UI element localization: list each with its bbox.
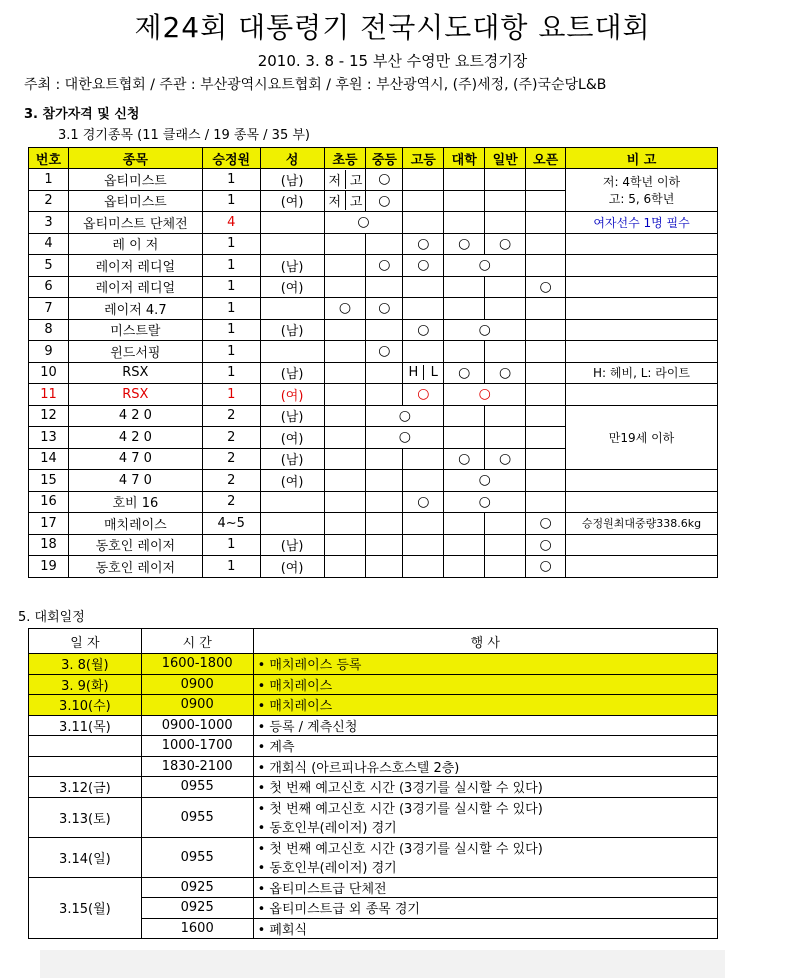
row-no: 7 [29, 298, 69, 320]
schedule-time: 0955 [141, 777, 253, 798]
schedule-date: 3. 9(화) [29, 674, 142, 695]
event-name: RSX [68, 384, 202, 406]
col-header: 행 사 [253, 629, 717, 654]
middle-cell: ○ [366, 190, 403, 212]
event-name: 옵티미스트 단체전 [68, 212, 202, 234]
hs-cell [403, 556, 444, 578]
schedule-time: 0900 [141, 674, 253, 695]
row-no: 19 [29, 556, 69, 578]
event-dates-venue: 2010. 3. 8 - 15 부산 수영만 요트경기장 [257, 52, 528, 70]
schedule-date: 3.11(목) [29, 715, 142, 736]
event-name: 레이저 4.7 [68, 298, 202, 320]
elementary-cell [324, 513, 366, 535]
uni-cell [444, 190, 485, 212]
schedule-event: • 계측 [253, 736, 717, 757]
crew-count: 1 [202, 362, 260, 384]
sex: (여) [260, 190, 324, 212]
hs-cell: ○ [403, 319, 444, 341]
gen-cell [485, 212, 526, 234]
row-no: 12 [29, 405, 69, 427]
uni-cell: ○ [444, 448, 485, 470]
elementary-cell: ○ [324, 298, 366, 320]
footer-bar [40, 950, 725, 978]
elementary-cell [324, 448, 366, 470]
schedule-event: • 동호인부(레이저) 경기 [253, 817, 717, 837]
remark-grades [566, 169, 718, 212]
row-no: 14 [29, 448, 69, 470]
open-cell [526, 405, 566, 427]
sex [260, 341, 324, 363]
row-no: 13 [29, 427, 69, 449]
row-no: 2 [29, 190, 69, 212]
hs-cell [403, 298, 444, 320]
gen-cell [485, 405, 526, 427]
hs-cell: ○ [403, 233, 444, 255]
remark-female-required: 여자선수 1명 필수 [566, 212, 718, 234]
elementary-cell [324, 169, 366, 191]
remark-empty [566, 534, 718, 556]
schedule-time: 0955 [141, 797, 253, 837]
event-name: RSX [68, 362, 202, 384]
crew-count: 2 [202, 427, 260, 449]
schedule-date: 3.10(수) [29, 695, 142, 716]
hs-cell [403, 212, 444, 234]
uni-cell: ○ [444, 233, 485, 255]
event-name: 미스트랄 [68, 319, 202, 341]
table-row [29, 384, 718, 406]
mid-hs-cell: ○ [366, 405, 444, 427]
table-row [29, 797, 718, 817]
sex: (남) [260, 362, 324, 384]
crew-count: 1 [202, 255, 260, 277]
schedule-time: 0900-1000 [141, 715, 253, 736]
middle-cell [366, 513, 403, 535]
remark-empty [566, 276, 718, 298]
table-row [29, 513, 718, 535]
open-cell [526, 233, 566, 255]
event-name: 옵티미스트 [68, 190, 202, 212]
col-header: 대학 [444, 148, 485, 169]
table-row [29, 169, 718, 191]
schedule-event: • 매치레이스 등록 [253, 654, 717, 675]
grade-low: 저 [325, 191, 346, 210]
remark-empty [566, 319, 718, 341]
open-cell [526, 298, 566, 320]
table-row [29, 276, 718, 298]
mid-hs-cell: ○ [366, 427, 444, 449]
table-row [29, 319, 718, 341]
elementary-cell [324, 470, 366, 492]
grade-high: 고 [349, 195, 363, 211]
table-row [29, 405, 718, 427]
schedule-event: • 폐회식 [253, 918, 717, 939]
sex [260, 491, 324, 513]
event-name: 매치레이스 [68, 513, 202, 535]
row-no: 8 [29, 319, 69, 341]
middle-cell: ○ [366, 341, 403, 363]
hs-cell [403, 470, 444, 492]
uni-gen-cell: ○ [444, 384, 526, 406]
schedule-date [29, 736, 142, 757]
sex: (여) [260, 556, 324, 578]
gen-cell: ○ [485, 448, 526, 470]
remark-empty [566, 556, 718, 578]
remark-empty [566, 233, 718, 255]
sex: (남) [260, 448, 324, 470]
schedule-time: 1830-2100 [141, 756, 253, 777]
crew-count: 1 [202, 534, 260, 556]
open-cell: ○ [526, 276, 566, 298]
gen-cell [485, 298, 526, 320]
event-name: 레이저 레디얼 [68, 276, 202, 298]
schedule-date: 3.13(토) [29, 797, 142, 837]
open-cell [526, 319, 566, 341]
elem-middle-cell: ○ [324, 212, 403, 234]
uni-cell [444, 298, 485, 320]
crew-count: 1 [202, 319, 260, 341]
open-cell [526, 212, 566, 234]
events-header-row [29, 148, 718, 169]
middle-cell [366, 233, 403, 255]
middle-cell [366, 384, 403, 406]
elementary-cell [324, 405, 366, 427]
gen-cell [485, 276, 526, 298]
sex: (여) [260, 470, 324, 492]
remark-empty [566, 470, 718, 492]
hs-cell: ○ [403, 255, 444, 277]
sex: (여) [260, 276, 324, 298]
middle-cell [366, 448, 403, 470]
row-no: 11 [29, 384, 69, 406]
gen-cell [485, 427, 526, 449]
table-row [29, 756, 718, 777]
remark-empty [566, 341, 718, 363]
schedule-event: • 첫 번째 예고신호 시간 (3경기를 실시할 수 있다) [253, 797, 717, 817]
sex [260, 298, 324, 320]
schedule-time: 0925 [141, 898, 253, 919]
event-name: 호비 16 [68, 491, 202, 513]
event-name: 동호인 레이저 [68, 556, 202, 578]
crew-count: 1 [202, 298, 260, 320]
open-cell: ○ [526, 534, 566, 556]
gen-cell: ○ [485, 233, 526, 255]
table-row [29, 233, 718, 255]
crew-count: 1 [202, 233, 260, 255]
event-name: 레 이 저 [68, 233, 202, 255]
col-header: 오픈 [526, 148, 566, 169]
row-no: 9 [29, 341, 69, 363]
organizers-line: 주최 : 대한요트협회 / 주관 : 부산광역시요트협회 / 후원 : 부산광역시, (주)세정, (주)국순당L&B [24, 77, 607, 93]
open-cell [526, 169, 566, 191]
schedule-event: • 첫 번째 예고신호 시간 (3경기를 실시할 수 있다) [253, 837, 717, 857]
table-row [29, 470, 718, 492]
schedule-event: • 개회식 (아르피나유스호스텔 2층) [253, 756, 717, 777]
crew-count: 1 [202, 276, 260, 298]
table-row [29, 534, 718, 556]
remark-heavy-light: H: 헤비, L: 라이트 [566, 362, 718, 384]
grade-low: 저 [325, 170, 346, 189]
table-row [29, 736, 718, 757]
schedule-date: 3.12(금) [29, 777, 142, 798]
uni-cell [444, 513, 485, 535]
gen-cell [485, 534, 526, 556]
event-name: 옵티미스트 [68, 169, 202, 191]
gen-cell: ○ [485, 362, 526, 384]
middle-cell [366, 362, 403, 384]
remark-line: 고: 5, 6학년 [608, 192, 675, 206]
col-header: 초등 [324, 148, 366, 169]
row-no: 1 [29, 169, 69, 191]
grade-high: 고 [349, 173, 363, 189]
col-header: 일반 [485, 148, 526, 169]
schedule-event: • 매치레이스 [253, 695, 717, 716]
sex: (남) [260, 319, 324, 341]
col-header: 종목 [68, 148, 202, 169]
open-cell [526, 255, 566, 277]
schedule-time: 0900 [141, 695, 253, 716]
table-row [29, 362, 718, 384]
middle-cell [366, 470, 403, 492]
row-no: 18 [29, 534, 69, 556]
middle-cell [366, 491, 403, 513]
middle-cell [366, 319, 403, 341]
sex [260, 212, 324, 234]
elementary-cell [324, 556, 366, 578]
gen-cell [485, 341, 526, 363]
schedule-event: • 등록 / 계측신청 [253, 715, 717, 736]
crew-count: 2 [202, 405, 260, 427]
uni-cell [444, 341, 485, 363]
crew-count: 1 [202, 169, 260, 191]
table-row [29, 255, 718, 277]
crew-count: 1 [202, 341, 260, 363]
table-row [29, 777, 718, 798]
hs-cell: ○ [403, 491, 444, 513]
hs-cell [403, 169, 444, 191]
schedule-time: 1600 [141, 918, 253, 939]
schedule-date [29, 756, 142, 777]
hs-cell: ○ [403, 384, 444, 406]
hs-cell [403, 276, 444, 298]
uni-gen-cell: ○ [444, 470, 526, 492]
elementary-cell [324, 362, 366, 384]
hs-cell [403, 341, 444, 363]
event-name: 동호인 레이저 [68, 534, 202, 556]
table-row [29, 341, 718, 363]
crew-count: 1 [202, 384, 260, 406]
open-cell: ○ [526, 513, 566, 535]
schedule-event: • 매치레이스 [253, 674, 717, 695]
col-header: 일 자 [29, 629, 142, 654]
row-no: 6 [29, 276, 69, 298]
schedule-event: • 옵티미스트급 단체전 [253, 877, 717, 898]
schedule-event: • 옵티미스트급 외 종목 경기 [253, 898, 717, 919]
col-header: 중등 [366, 148, 403, 169]
schedule-header-row [29, 629, 718, 654]
event-name: 레이저 레디얼 [68, 255, 202, 277]
section-3-heading: 3. 참가자격 및 신청 [24, 107, 140, 122]
schedule-time: 0925 [141, 877, 253, 898]
col-header: 승정원 [202, 148, 260, 169]
hs-cell [403, 534, 444, 556]
elementary-cell [324, 233, 366, 255]
heavy-mark: H [403, 365, 424, 380]
table-row [29, 715, 718, 736]
schedule-time: 0955 [141, 837, 253, 877]
hs-cell [403, 362, 444, 384]
sex: (여) [260, 427, 324, 449]
schedule-time: 1000-1700 [141, 736, 253, 757]
uni-cell [444, 556, 485, 578]
open-cell: ○ [526, 556, 566, 578]
uni-cell [444, 534, 485, 556]
table-row [29, 298, 718, 320]
sex [260, 233, 324, 255]
schedule-date: 3. 8(월) [29, 654, 142, 675]
middle-cell: ○ [366, 298, 403, 320]
elementary-cell [324, 384, 366, 406]
crew-count: 1 [202, 556, 260, 578]
remark-empty [566, 255, 718, 277]
crew-count: 2 [202, 491, 260, 513]
sex: (남) [260, 169, 324, 191]
open-cell [526, 341, 566, 363]
table-row [29, 212, 718, 234]
row-no: 10 [29, 362, 69, 384]
table-row [29, 695, 718, 716]
row-no: 15 [29, 470, 69, 492]
remark-line: 저: 4학년 이하 [602, 175, 681, 189]
elementary-cell [324, 491, 366, 513]
table-row [29, 837, 718, 857]
elementary-cell [324, 190, 366, 212]
col-header: 시 간 [141, 629, 253, 654]
row-no: 17 [29, 513, 69, 535]
page-title: 제24회 대통령기 전국시도대항 요트대회 [134, 11, 651, 44]
open-cell [526, 491, 566, 513]
crew-count: 4~5 [202, 513, 260, 535]
elementary-cell [324, 319, 366, 341]
uni-cell [444, 212, 485, 234]
remark-empty [566, 491, 718, 513]
middle-cell: ○ [366, 255, 403, 277]
schedule-event: • 첫 번째 예고신호 시간 (3경기를 실시할 수 있다) [253, 777, 717, 798]
crew-count: 1 [202, 190, 260, 212]
table-row [29, 654, 718, 675]
gen-cell [485, 513, 526, 535]
remark-empty [566, 384, 718, 406]
table-row [29, 674, 718, 695]
uni-cell [444, 405, 485, 427]
event-name: 4 7 0 [68, 448, 202, 470]
uni-gen-cell: ○ [444, 255, 526, 277]
middle-cell [366, 556, 403, 578]
uni-cell [444, 276, 485, 298]
uni-gen-cell: ○ [444, 319, 526, 341]
event-name: 윈드서핑 [68, 341, 202, 363]
hs-cell [403, 448, 444, 470]
sex: (남) [260, 405, 324, 427]
elementary-cell [324, 255, 366, 277]
gen-cell [485, 190, 526, 212]
elementary-cell [324, 427, 366, 449]
open-cell [526, 362, 566, 384]
open-cell [526, 190, 566, 212]
col-header: 번호 [29, 148, 69, 169]
col-header: 성 [260, 148, 324, 169]
schedule-time: 1600-1800 [141, 654, 253, 675]
elementary-cell [324, 341, 366, 363]
schedule-date: 3.15(월) [29, 877, 142, 939]
elementary-cell [324, 534, 366, 556]
middle-cell [366, 276, 403, 298]
crew-count: 2 [202, 470, 260, 492]
gen-cell [485, 169, 526, 191]
middle-cell: ○ [366, 169, 403, 191]
schedule-event: • 동호인부(레이저) 경기 [253, 857, 717, 877]
row-no: 3 [29, 212, 69, 234]
event-name: 4 2 0 [68, 427, 202, 449]
schedule-table [28, 628, 718, 939]
section-3-1-heading: 3.1 경기종목 (11 클래스 / 19 종목 / 35 부) [58, 128, 310, 143]
event-name: 4 2 0 [68, 405, 202, 427]
sex: (여) [260, 384, 324, 406]
uni-gen-cell: ○ [444, 491, 526, 513]
row-no: 5 [29, 255, 69, 277]
uni-cell: ○ [444, 362, 485, 384]
hs-cell [403, 190, 444, 212]
row-no: 16 [29, 491, 69, 513]
open-cell [526, 384, 566, 406]
sex [260, 513, 324, 535]
hs-cell [403, 513, 444, 535]
remark-age-limit: 만19세 이하 [566, 405, 718, 470]
row-no: 4 [29, 233, 69, 255]
crew-count: 2 [202, 448, 260, 470]
middle-cell [366, 534, 403, 556]
table-row [29, 877, 718, 898]
table-row [29, 556, 718, 578]
events-table [28, 147, 718, 578]
crew-count: 4 [202, 212, 260, 234]
section-5-heading: 5. 대회일정 [18, 610, 85, 625]
gen-cell [485, 556, 526, 578]
uni-cell [444, 169, 485, 191]
open-cell [526, 427, 566, 449]
light-mark: L [430, 365, 438, 381]
col-header: 고등 [403, 148, 444, 169]
col-header: 비 고 [566, 148, 718, 169]
event-name: 4 7 0 [68, 470, 202, 492]
schedule-date: 3.14(일) [29, 837, 142, 877]
remark-max-weight: 승정원최대중량338.6kg [566, 513, 718, 535]
uni-cell [444, 427, 485, 449]
open-cell [526, 470, 566, 492]
remark-empty [566, 298, 718, 320]
open-cell [526, 448, 566, 470]
table-row [29, 491, 718, 513]
sex: (남) [260, 534, 324, 556]
sex: (남) [260, 255, 324, 277]
elementary-cell [324, 276, 366, 298]
